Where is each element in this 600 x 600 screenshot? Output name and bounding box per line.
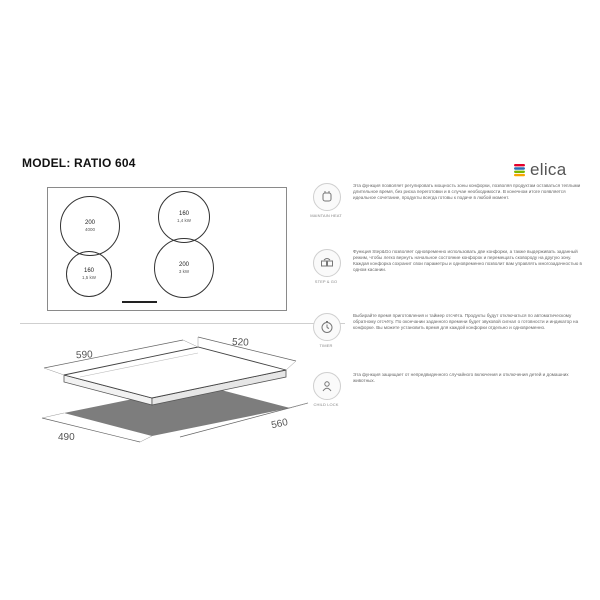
cooking-zone-front-right [154,238,214,298]
elica-logo-icon [513,163,526,177]
cooking-zone-rear-right [158,191,210,243]
zone-sub: 4000 [84,227,95,232]
divider [20,323,345,324]
bridge-icon [313,249,341,277]
cooking-zone-front-left [66,251,112,297]
brand-name: elica [530,160,567,179]
dimension-label-490: 490 [58,432,75,443]
hob-top-view [47,187,287,311]
feature-description: Эта функция позволяет регулировать мощность зоны конфорки, позволяя продуктам оставаться теплыми длительное время, без риска переготовки и в случае необходимости. В конечном итоге появляется идеальное сочетание, продукты всегда готовы к подаче в любой момент. [353,183,581,200]
feature-label: TIMER [319,343,333,348]
zone-power: 200 [84,220,95,226]
zone-power: 200 [178,262,189,268]
child-lock-icon [313,372,341,400]
dimension-label-560: 560 [270,417,289,432]
zone-sub: 1,4 kW [176,218,191,223]
dimension-drawing [20,325,330,455]
model-title: MODEL: RATIO 604 [22,156,136,170]
feature-label: STEP & GO [314,279,338,284]
extension-line [44,368,64,375]
zone-power: 160 [83,268,94,274]
feature-label: CHILD LOCK [313,402,339,407]
zone-power: 160 [178,211,189,217]
extension-line [286,361,296,370]
feature-description: Выбирайте время приготовления и таймер отсчёта. Продукты будут отключаться по автоматическому обратному отсчёту. По окончании заданного времени будет звуковой сигнал о готовности и индикатор на конфорке. Вы можете установить время для каждой конфорки отдельно и одновременно. [353,313,579,330]
feature-description: Эта функция защищает от непредвиденного случайного включения и отключения детей и домашних животных. [353,372,569,383]
dimension-label-590: 590 [75,349,93,362]
extension-line [42,413,64,418]
zone-sub: 1,5 kW [81,275,96,280]
feature-label: MAINTAIN HEAT [310,213,342,218]
extension-line [140,436,152,442]
cooking-zone-rear-left [60,196,120,256]
control-panel-bar [122,301,157,303]
zone-sub: 3 kW [178,269,190,274]
feature-description: Функция Step&Go позволяет одновременно использовать две конфорки, а также выдерживать заданный режим, чтобы легко вернуть начальное состояние конфорок и перемещать сковороду на другую зону. Каждая конфорка сохранит свои параметры и одновременно позволит вам управлять многозадачностью в одном касании. [353,249,582,272]
dimension-label-520: 520 [231,336,249,349]
timer-icon [313,313,341,341]
extension-line [183,340,198,347]
thermometer-icon [313,183,341,211]
brand-logo [513,160,566,180]
